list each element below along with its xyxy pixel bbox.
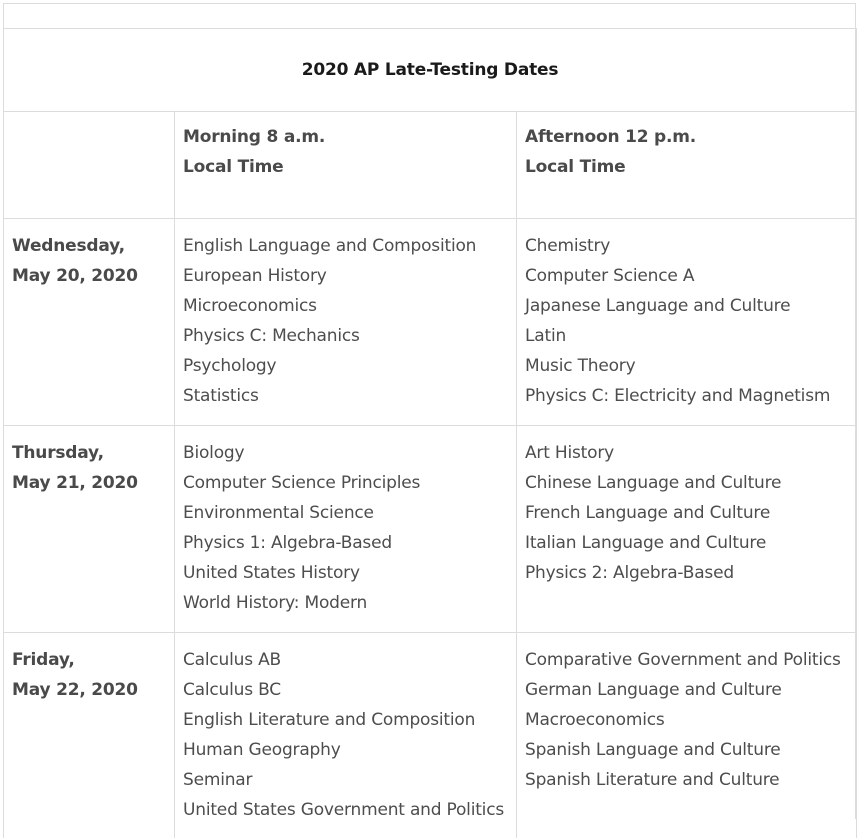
exam-item: Seminar <box>183 770 253 790</box>
exam-item: Chinese Language and Culture <box>525 473 782 493</box>
exam-item: Physics C: Electricity and Magnetism <box>525 386 831 406</box>
late-testing-table <box>3 28 857 838</box>
exam-item: Physics 1: Algebra-Based <box>183 533 392 553</box>
exam-item: World History: Modern <box>183 593 368 613</box>
exam-item: Computer Science Principles <box>183 473 421 493</box>
day-cell <box>4 633 175 838</box>
exam-item: Physics 2: Algebra-Based <box>525 563 734 583</box>
day-cell <box>4 426 175 633</box>
header-row <box>4 112 857 219</box>
exam-item: Microeconomics <box>183 296 317 316</box>
morning-exams-cell <box>175 633 517 838</box>
exam-item: Spanish Language and Culture <box>525 740 781 760</box>
afternoon-exams-cell <box>517 426 857 633</box>
morning-exams-cell <box>175 426 517 633</box>
day-date: May 22, 2020 <box>12 680 138 700</box>
header-morning-time: Morning 8 a.m. <box>183 127 326 147</box>
exam-item: Latin <box>525 326 567 346</box>
exam-item: Macroeconomics <box>525 710 665 730</box>
exam-item: English Language and Composition <box>183 236 477 256</box>
exam-item: Comparative Government and Politics <box>525 650 841 670</box>
exam-item: United States Government and Politics <box>183 800 505 820</box>
day-name: Wednesday, <box>12 236 125 256</box>
exam-item: Physics C: Mechanics <box>183 326 360 346</box>
exam-item: Calculus AB <box>183 650 281 670</box>
day-cell <box>4 219 175 426</box>
exam-item: European History <box>183 266 327 286</box>
exam-item: Environmental Science <box>183 503 374 523</box>
exam-item: Music Theory <box>525 356 636 376</box>
exam-item: Chemistry <box>525 236 611 256</box>
header-afternoon-time: Afternoon 12 p.m. <box>525 127 697 147</box>
exam-item: Human Geography <box>183 740 341 760</box>
exam-item: Japanese Language and Culture <box>525 296 791 316</box>
day-name: Friday, <box>12 650 75 670</box>
title-row <box>4 29 857 112</box>
exam-item: Statistics <box>183 386 259 406</box>
header-afternoon <box>517 112 857 219</box>
afternoon-exams-cell <box>517 219 857 426</box>
exam-item: French Language and Culture <box>525 503 771 523</box>
exam-item: Biology <box>183 443 245 463</box>
morning-exams-cell <box>175 219 517 426</box>
exam-item: Italian Language and Culture <box>525 533 767 553</box>
exam-item: Psychology <box>183 356 277 376</box>
table-title: 2020 AP Late-Testing Dates <box>4 29 857 112</box>
day-name: Thursday, <box>12 443 104 463</box>
day-date: May 20, 2020 <box>12 266 138 286</box>
header-empty-cell <box>4 112 175 219</box>
exam-item: United States History <box>183 563 360 583</box>
afternoon-exams-cell <box>517 633 857 838</box>
exam-item: Computer Science A <box>525 266 695 286</box>
table-row <box>4 426 857 633</box>
exam-item: German Language and Culture <box>525 680 782 700</box>
exam-item: Art History <box>525 443 614 463</box>
day-date: May 21, 2020 <box>12 473 138 493</box>
header-morning <box>175 112 517 219</box>
table-row <box>4 633 857 838</box>
header-morning-zone: Local Time <box>183 157 284 177</box>
table-row <box>4 219 857 426</box>
exam-item: Spanish Literature and Culture <box>525 770 780 790</box>
exam-item: English Literature and Composition <box>183 710 476 730</box>
exam-item: Calculus BC <box>183 680 281 700</box>
header-afternoon-zone: Local Time <box>525 157 626 177</box>
